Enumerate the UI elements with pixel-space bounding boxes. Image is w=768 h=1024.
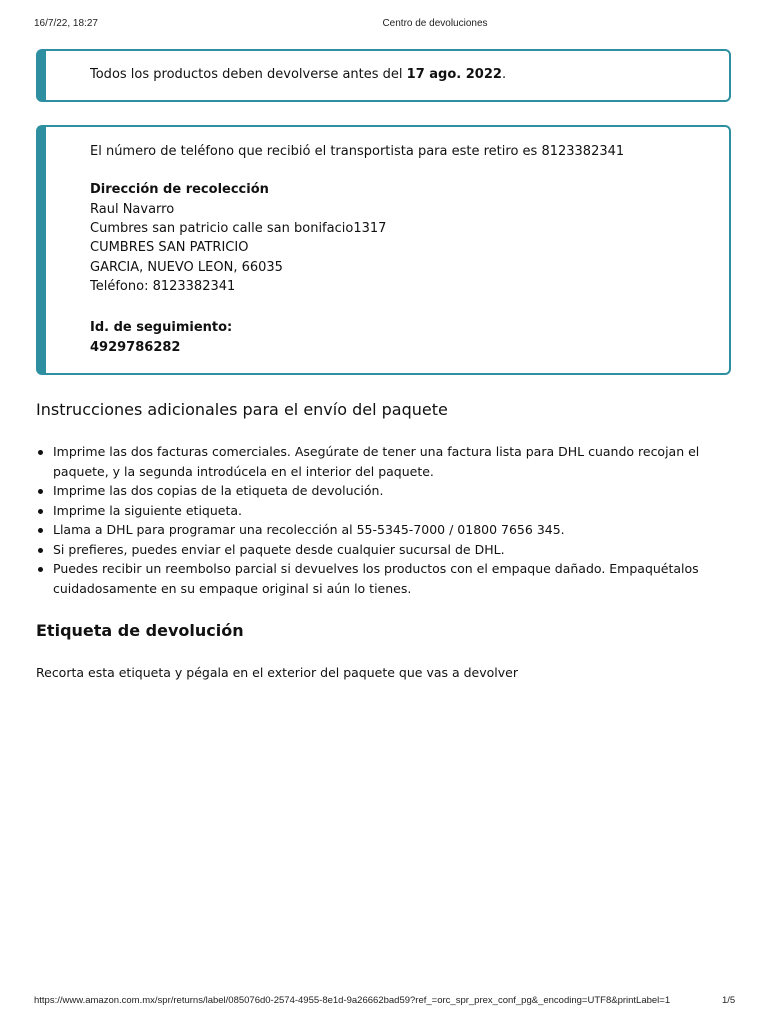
tracking-heading: Id. de seguimiento: [90, 320, 233, 335]
instructions-title: Instrucciones adicionales para el envío del paquete [36, 400, 448, 419]
address-line: CUMBRES SAN PATRICIO [90, 240, 249, 255]
carrier-phone-note: El número de teléfono que recibió el transportista para este retiro es 8123382341 [90, 144, 625, 159]
page-number: 1/5 [722, 995, 736, 1006]
deadline-notice [36, 49, 731, 102]
print-title: Centro de devoluciones [382, 18, 488, 29]
page-url[interactable]: https://www.amazon.com.mx/spr/returns/label/085076d0-2574-4955-8e1d-9a26662bad59?ref_=orc_spr_prex_conf_pg&_encoding=UTF8&printLabel=1 [34, 995, 671, 1006]
instructions-list [36, 442, 736, 598]
address-line: Cumbres san patricio calle san bonifacio1317 [90, 221, 387, 236]
address-line: GARCIA, NUEVO LEON, 66035 [90, 260, 283, 275]
print-footer [0, 995, 768, 1009]
tracking-number: 4929786282 [90, 340, 181, 355]
deadline-prefix: Todos los productos deben devolverse antes del [90, 67, 407, 82]
address-phone: Teléfono: 8123382341 [90, 279, 236, 294]
deadline-text [90, 67, 506, 82]
deadline-suffix: . [501, 67, 507, 82]
print-header [0, 18, 768, 34]
pickup-details [36, 125, 731, 375]
list-item: Imprime las dos facturas comerciales. Asegúrate de tener una factura lista para DHL cuando recojan el paquete, y la segunda introdúcela en el interior del paquete. [36, 442, 736, 481]
list-item: Imprime las dos copias de la etiqueta de devolución. [36, 481, 736, 501]
deadline-date: 17 ago. 2022 [406, 67, 502, 82]
print-datetime: 16/7/22, 18:27 [34, 18, 98, 29]
address-line: Raul Navarro [90, 202, 175, 217]
list-item: Llama a DHL para programar una recolección al 55-5345-7000 / 01800 7656 345. [36, 520, 736, 540]
list-item: Imprime la siguiente etiqueta. [36, 501, 736, 521]
return-label-title: Etiqueta de devolución [36, 621, 244, 640]
list-item: Si prefieres, puedes enviar el paquete desde cualquier sucursal de DHL. [36, 540, 736, 560]
address-heading: Dirección de recolección [90, 182, 269, 197]
return-label-instructions: Recorta esta etiqueta y pégala en el exterior del paquete que vas a devolver [36, 665, 518, 680]
list-item: Puedes recibir un reembolso parcial si devuelves los productos con el empaque dañado. Empaquétalos cuidadosamente en su empaque original si aún lo tienes. [36, 559, 736, 598]
